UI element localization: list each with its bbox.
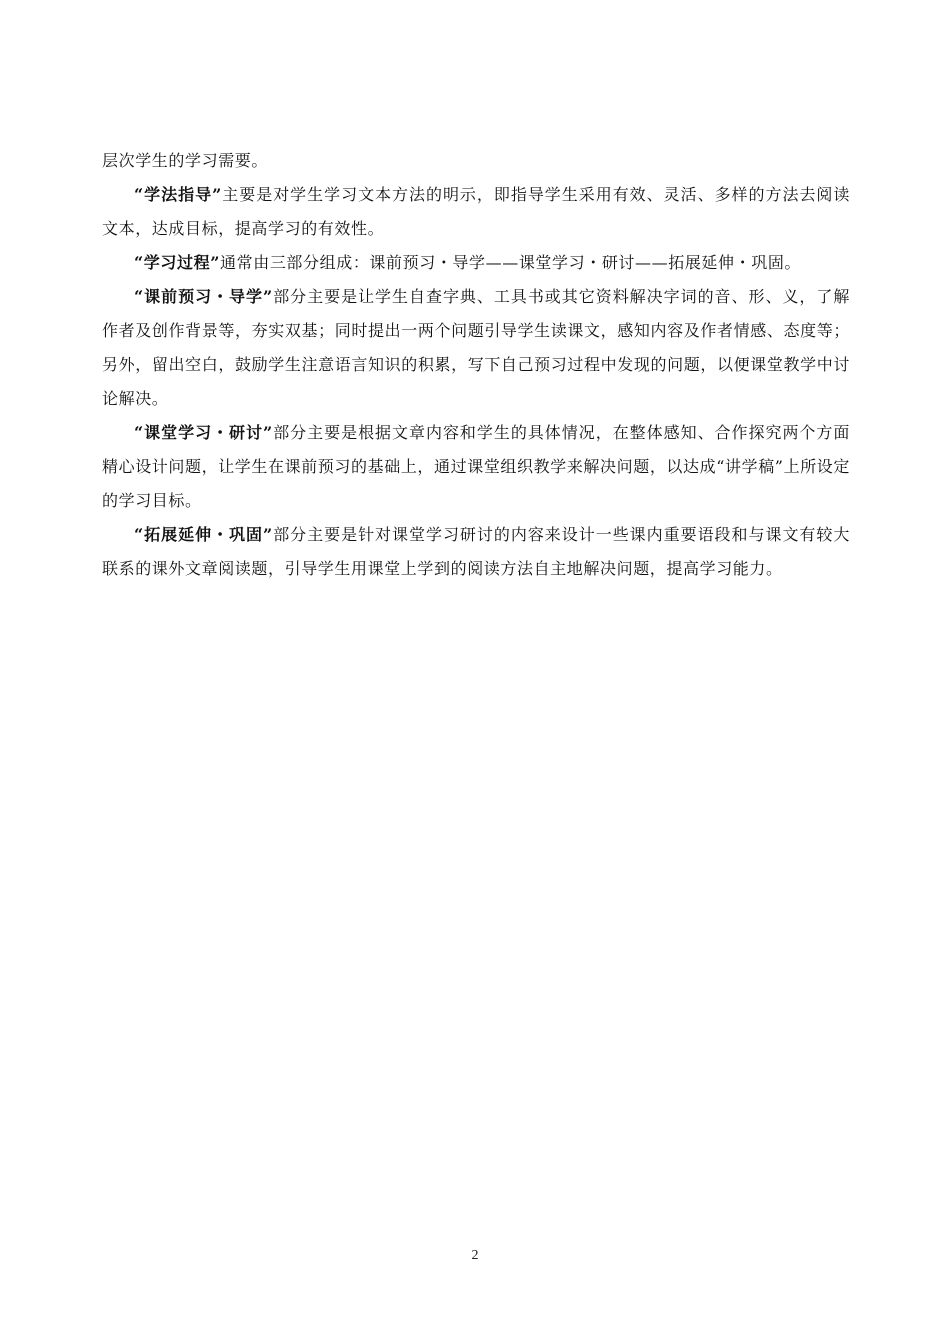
paragraph-text: 层次学生的学习需要。 (102, 151, 269, 170)
paragraph-text: 部分主要是针对课堂学习研讨的内容来设计一些课内重要语段和与课文有较大联系的课外文章阅读题，引导学生用课堂上学到的阅读方法自主地解决问题，提高学习能力。 (102, 525, 850, 578)
paragraph-lead: “学习过程” (134, 253, 221, 272)
paragraph-lead: “课堂学习・研讨” (134, 423, 273, 442)
paragraph-text: 部分主要是让学生自查字典、工具书或其它资料解决字词的音、形、义，了解作者及创作背景等，夯实双基；同时提出一两个问题引导学生读课文，感知内容及作者情感、态度等；另外，留出空白，鼓励学生注意语言知识的积累，写下自己预习过程中发现的问题，以便课堂教学中讨论解决。 (102, 287, 850, 408)
document-body (102, 144, 850, 586)
paragraph-lead: “拓展延伸・巩固” (134, 525, 273, 544)
paragraph-text: 主要是对学生学习文本方法的明示，即指导学生采用有效、灵活、多样的方法去阅读文本，达成目标，提高学习的有效性。 (102, 185, 850, 238)
paragraph-preview-guidance (102, 280, 850, 416)
page-number: 2 (471, 1248, 479, 1263)
paragraph-continuation (102, 144, 850, 178)
paragraph-classroom-study (102, 416, 850, 518)
paragraph-learning-process (102, 246, 850, 280)
paragraph-text: 通常由三部分组成：课前预习・导学——课堂学习・研讨——拓展延伸・巩固。 (220, 253, 802, 272)
paragraph-extension-consolidation (102, 518, 850, 586)
paragraph-study-method-guidance (102, 178, 850, 246)
paragraph-lead: “课前预习・导学” (134, 287, 273, 306)
paragraph-lead: “学法指导” (134, 185, 222, 204)
paragraph-text: 部分主要是根据文章内容和学生的具体情况，在整体感知、合作探究两个方面精心设计问题，让学生在课前预习的基础上，通过课堂组织教学来解决问题，以达成“讲学稿”上所设定的学习目标。 (102, 423, 850, 510)
